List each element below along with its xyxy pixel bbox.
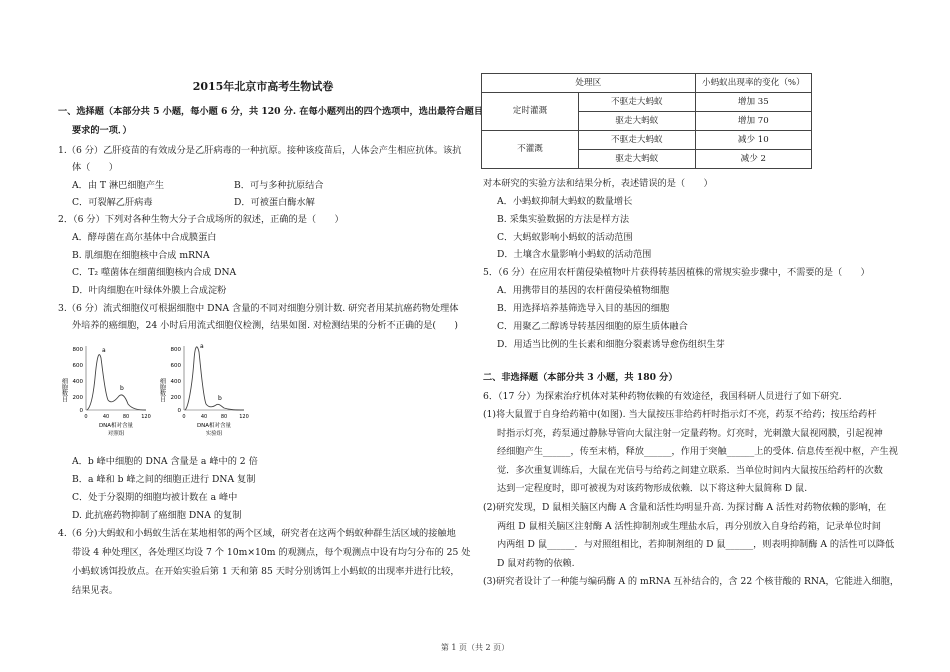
table-group-cell: 不灌溉: [482, 131, 579, 169]
x-tick: 120: [239, 414, 249, 420]
control-curve: [87, 355, 146, 410]
histogram-experiment: [158, 338, 253, 448]
q3-option-d: D. 此抗癌药物抑制了癌细胞 DNA 的复制: [72, 510, 242, 521]
y-tick: 200: [170, 395, 181, 401]
y-tick: 0: [79, 408, 83, 414]
table-cell: 增加 35: [695, 93, 811, 112]
q3-option-c: C．处于分裂期的细胞均被计数在 a 峰中: [72, 492, 238, 503]
table-header-cell: 小蚂蚁出现率的变化（%）: [695, 74, 811, 93]
table-cell: 增加 70: [695, 112, 811, 131]
table-row: [482, 93, 812, 112]
q4-option-a: A．小蚂蚁抑制大蚂蚁的数量增长: [497, 196, 633, 207]
q2-option-b: B. 肌细胞在细胞核中合成 mRNA: [72, 250, 210, 261]
q6-part2: (2)研究发现，D 鼠相关脑区内酶 A 含量和活性均明显升高. 为探讨酶 A 活性对药物依赖的影响，在: [483, 502, 887, 513]
section1-heading: 一、选择题（本部分共 5 小题，每小题 6 分，共 120 分. 在每小题列出的四个选项中，选出最符合题目: [58, 106, 484, 117]
table-group-cell: 定时灌溉: [482, 93, 579, 131]
q1-stem-cont: 体（ ）: [72, 162, 118, 173]
x-tick: 0: [84, 414, 88, 420]
q5-stem: 5．（6 分）在应用农杆菌侵染植物叶片获得转基因植株的常规实验步骤中，不需要的是（ ）: [483, 267, 870, 278]
q1-option-c: C．可裂解乙肝病毒: [72, 197, 153, 208]
q2-option-a: A．酵母菌在高尔基体中合成膜蛋白: [72, 232, 217, 243]
table-cell: 驱走大蚂蚁: [579, 150, 696, 169]
q5-option-b: B．用选择培养基筛选导入目的基因的细胞: [497, 303, 670, 314]
y-tick: 600: [72, 363, 83, 369]
q1-option-a: A．由 T 淋巴细胞产生: [72, 180, 165, 191]
x-tick: 0: [182, 414, 186, 420]
table-header-cell: 处理区: [482, 74, 696, 93]
q6-stem: 6．（17 分）为探索治疗机体对某种药物依赖的有效途径，我国科研人员进行了如下研究.: [483, 391, 842, 402]
y-tick: 400: [170, 379, 181, 385]
q6-part2-l3: 内两组 D 鼠______．与对照组相比，若抑制剂组的 D 鼠______，则表明抑制酶 A 的活性可以降低: [497, 539, 895, 550]
page-footer: 第 1 页（共 2 页）: [440, 643, 510, 652]
section2-heading: 二、非选择题（本部分共 3 小题，共 180 分）: [483, 372, 678, 383]
results-table: [481, 73, 812, 169]
peak-a-label: a: [200, 343, 204, 350]
q4-question: 对本研究的实验方法和结果分析，表述错误的是（ ）: [483, 178, 713, 189]
experiment-curve: [185, 347, 244, 410]
q4-stem-l3: 小蚂蚁诱饵投放点。在开始实验后第 1 天和第 85 天时分别诱饵上小蚂蚁的出现率并进行比较，: [72, 566, 460, 577]
table-header-row: [482, 74, 812, 93]
y-tick: 400: [72, 379, 83, 385]
x-axis-label: DNA相对含量: [196, 423, 232, 429]
q3-option-b: B．a 峰和 b 峰之间的细胞正进行 DNA 复制: [72, 474, 256, 485]
histogram-control: [60, 338, 155, 448]
q1-option-b: B．可与多种抗原结合: [234, 180, 324, 191]
q4-option-d: D．土壤含水量影响小蚂蚁的活动范围: [497, 249, 652, 260]
q6-part1-l2: 时指示灯亮，药泵通过静脉导管向大鼠注射一定量药物。灯亮时，光刺激大鼠视网膜，引起视神: [497, 428, 883, 439]
q3-stem: 3.（6 分）流式细胞仪可根据细胞中 DNA 含量的不同对细胞分别计数. 研究者用某抗癌药物处理体: [58, 303, 459, 314]
q1-option-d: D．可被蛋白酶水解: [234, 197, 315, 208]
table-cell: 不驱走大蚂蚁: [579, 93, 696, 112]
peak-b-label: b: [120, 385, 124, 392]
q6-part2-l4: D 鼠对药物的依赖.: [497, 558, 575, 569]
q6-part1: (1)将大鼠置于自身给药箱中(如图). 当大鼠按压非给药杆时指示灯不亮，药泵不给药；按压给药杆: [483, 409, 877, 420]
x-tick: 80: [220, 414, 228, 420]
x-tick: 120: [141, 414, 151, 420]
q5-option-d: D．用适当比例的生长素和细胞分裂素诱导愈伤组织生芽: [497, 339, 725, 350]
y-tick: 600: [170, 363, 181, 369]
peak-b-label: b: [218, 395, 222, 402]
peak-a-label: a: [102, 347, 106, 354]
q2-option-d: D．叶肉细胞在叶绿体外膜上合成淀粉: [72, 285, 227, 296]
table-cell: 减少 2: [695, 150, 811, 169]
group-label-experiment: 实验组: [205, 431, 223, 437]
x-tick: 40: [102, 414, 110, 420]
x-axis-label: DNA相对含量: [98, 423, 134, 429]
y-axis-label: 细胞数目: [158, 378, 166, 402]
x-tick: 40: [200, 414, 208, 420]
q6-part1-l3: 经细胞产生______，传至末梢，释放______，作用于突触______上的受体. 信息传至视中枢，产生视: [497, 446, 898, 457]
q4-option-c: C．大蚂蚁影响小蚂蚁的活动范围: [497, 232, 633, 243]
table-cell: 驱走大蚂蚁: [579, 112, 696, 131]
table-cell: 不驱走大蚂蚁: [579, 131, 696, 150]
q2-stem: 2．（6 分）下列对各种生物大分子合成场所的叙述，正确的是（ ）: [58, 214, 344, 225]
section1-heading-cont: 要求的一项．）: [72, 125, 132, 136]
q6-part3: (3)研究者设计了一种能与编码酶 A 的 mRNA 互补结合的，含 22 个核苷酸的 RNA，它能进入细胞，: [483, 576, 900, 587]
q6-part1-l5: 达到一定程度时，即可被视为对该药物形成依赖．以下将这种大鼠简称 D 鼠.: [497, 483, 808, 494]
q6-part1-l4: 觉．多次重复训练后，大鼠在光信号与给药之间建立联系．当单位时间内大鼠按压给药杆的次数: [497, 465, 883, 476]
table-cell: 减少 10: [695, 131, 811, 150]
q4-stem: 4.（6 分)大蚂蚁和小蚂蚁生活在某地相邻的两个区域，研究者在这两个蚂蚁种群生活区域的接触地: [58, 528, 456, 539]
q4-option-b: B. 采集实验数据的方法是样方法: [497, 214, 630, 225]
table-row: [482, 131, 812, 150]
q4-stem-l4: 结果见表。: [72, 585, 118, 596]
q6-part2-l2: 两组 D 鼠相关脑区注射酶 A 活性抑制剂或生理盐水后，再分别放入自身给药箱，记录单位时间: [497, 521, 881, 532]
q3-option-a: A．b 峰中细胞的 DNA 含量是 a 峰中的 2 倍: [72, 456, 258, 467]
q5-option-a: A．用携带目的基因的农杆菌侵染植物细胞: [497, 285, 670, 296]
y-tick: 800: [72, 347, 83, 353]
page-title: 2015年北京市高考生物试卷: [192, 80, 334, 93]
q1-stem: 1.（6 分）乙肝疫苗的有效成分是乙肝病毒的一种抗原。接种该疫苗后，人体会产生相应抗体。该抗: [58, 145, 462, 156]
y-tick: 200: [72, 395, 83, 401]
y-axis-label: 细胞数目: [60, 378, 68, 402]
y-tick: 800: [170, 347, 181, 353]
x-tick: 80: [122, 414, 130, 420]
group-label-control: 对照组: [107, 431, 125, 437]
q2-option-c: C．T₂ 噬菌体在细菌细胞核内合成 DNA: [72, 267, 237, 278]
q5-option-c: C．用聚乙二醇诱导转基因细胞的原生质体融合: [497, 321, 688, 332]
q3-stem-cont: 外培养的癌细胞，24 小时后用流式细胞仪检测，结果如图. 对检测结果的分析不正确的是( ): [72, 320, 458, 331]
q4-stem-l2: 带设 4 种处理区，各处理区均设 7 个 10m×10m 的观测点，每个观测点中设有均匀分布的 25 处: [72, 547, 471, 558]
y-tick: 0: [177, 408, 181, 414]
